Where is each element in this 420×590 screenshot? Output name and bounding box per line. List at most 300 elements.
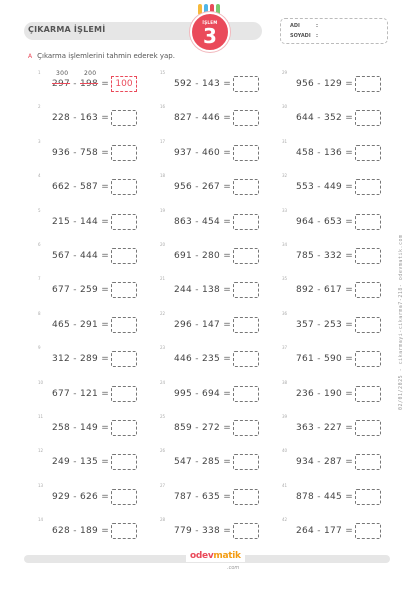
minus-sign: - (195, 182, 199, 193)
problem-row (160, 414, 275, 448)
problem-number: 20 (160, 241, 166, 247)
answer-box[interactable] (111, 214, 137, 230)
equals-sign: = (223, 147, 232, 158)
answer-box[interactable] (111, 489, 137, 505)
minus-sign: - (73, 79, 77, 89)
answer-box[interactable] (233, 214, 259, 230)
minus-sign: - (195, 354, 199, 365)
problem-number: 42 (282, 517, 288, 523)
page-title: ÇIKARMA İŞLEMİ (28, 25, 106, 34)
subtrahend: 444 (80, 250, 99, 261)
subtrahend: 163 (80, 113, 99, 124)
subtrahend: 460 (202, 147, 221, 158)
problem-number: 26 (160, 448, 166, 454)
problem-equation (174, 148, 231, 158)
answer-box[interactable] (355, 248, 381, 264)
minuend: 296 (174, 319, 193, 330)
problem-equation (296, 492, 353, 502)
answer-box[interactable] (233, 282, 259, 298)
answer-box[interactable] (111, 351, 137, 367)
problem-row (282, 483, 397, 517)
problem-row (160, 104, 275, 138)
problem-row (160, 448, 275, 482)
problem-number: 18 (160, 173, 166, 179)
minuend: 779 (174, 526, 193, 537)
problem-number: 7 (38, 276, 41, 282)
problem-row (38, 311, 153, 345)
answer-box[interactable] (111, 110, 137, 126)
minus-sign: - (195, 285, 199, 296)
badge-circle (190, 12, 230, 52)
answer-box[interactable] (355, 76, 381, 92)
answer-box[interactable] (355, 282, 381, 298)
problem-row (38, 104, 153, 138)
problem-equation (174, 251, 231, 261)
subtrahend: 332 (324, 250, 343, 261)
subtrahend: 280 (202, 250, 221, 261)
minus-sign: - (195, 526, 199, 537)
name-row (290, 23, 318, 29)
equals-sign: = (223, 182, 232, 193)
answer-box[interactable] (111, 386, 137, 402)
problem-equation (174, 457, 231, 467)
problem-row (38, 208, 153, 242)
equals-sign: = (223, 79, 232, 89)
equals-sign: = (223, 216, 232, 227)
subtrahend: 129 (324, 79, 343, 89)
problem-row (282, 104, 397, 138)
problem-number: 28 (160, 517, 166, 523)
minuend: 567 (52, 250, 71, 261)
problem-number: 40 (282, 448, 288, 454)
minus-sign: - (195, 79, 199, 89)
equals-sign: = (101, 79, 110, 89)
equals-sign: = (345, 526, 354, 537)
name-box[interactable] (280, 18, 388, 44)
minuend: 827 (174, 113, 193, 124)
answer-box[interactable] (111, 420, 137, 436)
subtrahend: 338 (202, 526, 221, 537)
problem-equation (52, 354, 109, 364)
minuend: 357 (296, 319, 315, 330)
answer-box[interactable] (233, 110, 259, 126)
answer-box[interactable] (233, 317, 259, 333)
equals-sign: = (345, 457, 354, 468)
equals-sign: = (223, 250, 232, 261)
minus-sign: - (317, 285, 321, 296)
problem-number: 29 (282, 70, 288, 75)
minuend: 215 (52, 216, 71, 227)
name-colon: : (316, 23, 318, 29)
equals-sign: = (223, 285, 232, 296)
subtrahend: 235 (202, 354, 221, 365)
equals-sign: = (223, 457, 232, 468)
problem-equation (52, 182, 109, 192)
minus-sign: - (317, 182, 321, 193)
minus-sign: - (195, 216, 199, 227)
equals-sign: = (345, 250, 354, 261)
subtrahend: 121 (80, 388, 99, 399)
badge-number: 3 (203, 24, 217, 48)
problem-number: 8 (38, 310, 41, 316)
side-watermark-text: 02/01/2025 - cikarmayi-cikarma7-218- odevmatik.com (398, 234, 404, 410)
problem-number: 2 (38, 104, 41, 110)
problem-number: 24 (160, 379, 166, 385)
minuend: 677 (52, 285, 71, 296)
minus-sign: - (317, 147, 321, 158)
answer-box[interactable] (111, 523, 137, 539)
answer-box[interactable] (233, 454, 259, 470)
minus-sign: - (73, 285, 77, 296)
problem-number: 1 (38, 70, 41, 75)
example-answer-box: 100 (111, 76, 137, 92)
answer-box[interactable] (233, 386, 259, 402)
name-label: ADI (290, 23, 300, 29)
problem-row (160, 311, 275, 345)
problem-row (282, 517, 397, 551)
minus-sign: - (317, 250, 321, 261)
answer-box[interactable] (355, 214, 381, 230)
subtrahend: 626 (80, 491, 99, 502)
minus-sign: - (317, 79, 321, 89)
equals-sign: = (101, 388, 110, 399)
equals-sign: = (345, 354, 354, 365)
equals-sign: = (345, 147, 354, 158)
footer-logo (186, 550, 245, 562)
minus-sign: - (73, 457, 77, 468)
problem-equation (296, 354, 353, 364)
problem-number: 14 (38, 517, 44, 523)
problem-number: 30 (282, 104, 288, 110)
problem-equation (174, 526, 231, 536)
problem-row (282, 208, 397, 242)
answer-box[interactable] (355, 145, 381, 161)
answer-box[interactable] (355, 420, 381, 436)
column-3 (282, 70, 397, 551)
answer-box[interactable] (355, 489, 381, 505)
problem-row (282, 380, 397, 414)
problem-equation (174, 492, 231, 502)
problem-equation (52, 320, 109, 330)
problem-equation (52, 113, 109, 123)
surname-row (290, 33, 318, 39)
problem-equation (174, 217, 231, 227)
example-problem (38, 70, 153, 104)
equals-sign: = (345, 491, 354, 502)
minus-sign: - (317, 319, 321, 330)
minuend: 787 (174, 491, 193, 502)
problem-row (282, 345, 397, 379)
subtrahend: 253 (324, 319, 343, 330)
answer-box[interactable] (233, 420, 259, 436)
problem-equation (296, 423, 353, 433)
equals-sign: = (101, 285, 110, 296)
equals-sign: = (101, 147, 110, 158)
problem-number: 37 (282, 345, 288, 351)
minus-sign: - (317, 526, 321, 537)
problem-equation (52, 457, 109, 467)
column-2 (160, 70, 275, 551)
minuend: 929 (52, 491, 71, 502)
problem-number: 31 (282, 138, 288, 144)
minus-sign: - (317, 388, 321, 399)
equals-sign: = (101, 457, 110, 468)
problem-equation (52, 217, 109, 227)
example-b: 198 (80, 79, 99, 89)
problem-equation (296, 182, 353, 192)
problem-row (38, 139, 153, 173)
minus-sign: - (195, 319, 199, 330)
instruction-marker: A (28, 53, 33, 60)
minuend: 892 (296, 285, 315, 296)
minuend: 691 (174, 250, 193, 261)
subtrahend: 189 (80, 526, 99, 537)
answer-box[interactable] (111, 145, 137, 161)
subtrahend: 617 (324, 285, 343, 296)
subtrahend: 454 (202, 216, 221, 227)
problem-row (38, 276, 153, 310)
subtrahend: 285 (202, 457, 221, 468)
equals-sign: = (223, 319, 232, 330)
problem-row (160, 380, 275, 414)
subtrahend: 135 (80, 457, 99, 468)
problem-equation (296, 526, 353, 536)
problem-row (160, 242, 275, 276)
problem-row (160, 70, 275, 104)
problem-equation (296, 113, 353, 123)
equals-sign: = (345, 422, 354, 433)
equals-sign: = (101, 250, 110, 261)
equals-sign: = (101, 491, 110, 502)
subtrahend: 177 (324, 526, 343, 537)
minus-sign: - (317, 422, 321, 433)
problem-number: 41 (282, 482, 288, 488)
minus-sign: - (195, 113, 199, 124)
subtrahend: 587 (80, 182, 99, 193)
minuend: 662 (52, 182, 71, 193)
minuend: 446 (174, 354, 193, 365)
problem-equation (52, 148, 109, 158)
answer-box[interactable] (355, 110, 381, 126)
problem-row (160, 208, 275, 242)
minus-sign: - (73, 526, 77, 537)
minuend: 553 (296, 182, 315, 193)
subtrahend: 289 (80, 354, 99, 365)
minus-sign: - (73, 113, 77, 124)
problem-row (38, 173, 153, 207)
minuend: 934 (296, 457, 315, 468)
subtrahend: 352 (324, 113, 343, 124)
example-equation (52, 70, 110, 89)
problem-equation (52, 251, 109, 261)
minus-sign: - (317, 457, 321, 468)
minuend: 312 (52, 354, 71, 365)
equals-sign: = (101, 526, 110, 537)
minuend: 956 (174, 182, 193, 193)
problem-equation (52, 526, 109, 536)
minus-sign: - (73, 216, 77, 227)
minuend: 785 (296, 250, 315, 261)
minuend: 628 (52, 526, 71, 537)
answer-box[interactable] (233, 489, 259, 505)
subtrahend: 446 (202, 113, 221, 124)
problem-row (38, 242, 153, 276)
minus-sign: - (195, 457, 199, 468)
problem-number: 25 (160, 413, 166, 419)
problem-row (160, 173, 275, 207)
problem-number: 10 (38, 379, 44, 385)
worksheet-badge (186, 4, 234, 60)
problem-number: 15 (160, 70, 166, 75)
problem-equation (174, 423, 231, 433)
minuend: 363 (296, 422, 315, 433)
minuend: 937 (174, 147, 193, 158)
subtrahend: 147 (202, 319, 221, 330)
problem-number: 33 (282, 207, 288, 213)
example-a: 297 (52, 79, 71, 89)
subtrahend: 291 (80, 319, 99, 330)
minuend: 458 (296, 147, 315, 158)
minuend: 592 (174, 79, 193, 89)
subtrahend: 449 (324, 182, 343, 193)
minus-sign: - (317, 113, 321, 124)
equals-sign: = (101, 182, 110, 193)
answer-box[interactable] (111, 454, 137, 470)
problem-number: 3 (38, 138, 41, 144)
subtrahend: 259 (80, 285, 99, 296)
answer-box[interactable] (233, 145, 259, 161)
problem-number: 23 (160, 345, 166, 351)
minuend: 644 (296, 113, 315, 124)
problem-number: 35 (282, 276, 288, 282)
problem-number: 6 (38, 241, 41, 247)
column-1 (38, 70, 153, 551)
subtrahend: 144 (80, 216, 99, 227)
subtrahend: 272 (202, 422, 221, 433)
problem-row (282, 242, 397, 276)
problem-number: 38 (282, 379, 288, 385)
minus-sign: - (73, 388, 77, 399)
minus-sign: - (195, 250, 199, 261)
minus-sign: - (73, 182, 77, 193)
minus-sign: - (73, 250, 77, 261)
minus-sign: - (195, 422, 199, 433)
answer-box[interactable] (355, 317, 381, 333)
subtrahend: 138 (202, 285, 221, 296)
answer-box[interactable] (233, 76, 259, 92)
problem-row (160, 483, 275, 517)
problem-number: 9 (38, 345, 41, 351)
subtrahend: 149 (80, 422, 99, 433)
minus-sign: - (317, 354, 321, 365)
minuend: 761 (296, 354, 315, 365)
badge-label: İŞLEM (202, 20, 218, 25)
problem-row (282, 173, 397, 207)
answer-box[interactable] (355, 454, 381, 470)
problem-row (282, 70, 397, 104)
problem-row (38, 448, 153, 482)
problem-number: 16 (160, 104, 166, 110)
problem-row (160, 345, 275, 379)
minuend: 228 (52, 113, 71, 124)
problem-number: 4 (38, 173, 41, 179)
problem-number: 36 (282, 310, 288, 316)
problem-equation (52, 389, 109, 399)
minus-sign: - (195, 147, 199, 158)
minus-sign: - (195, 491, 199, 502)
minuend: 863 (174, 216, 193, 227)
subtrahend: 445 (324, 491, 343, 502)
equals-sign: = (345, 79, 354, 89)
problem-row (160, 139, 275, 173)
equals-sign: = (223, 388, 232, 399)
answer-box[interactable] (355, 523, 381, 539)
subtrahend: 635 (202, 491, 221, 502)
answer-box[interactable] (233, 248, 259, 264)
problem-row (160, 517, 275, 551)
equals-sign: = (345, 113, 354, 124)
minus-sign: - (73, 319, 77, 330)
problem-row (282, 311, 397, 345)
problem-number: 12 (38, 448, 44, 454)
answer-box[interactable] (233, 523, 259, 539)
answer-box[interactable] (111, 248, 137, 264)
answer-box[interactable] (355, 351, 381, 367)
minus-sign: - (73, 422, 77, 433)
minuend: 964 (296, 216, 315, 227)
minuend: 995 (174, 388, 193, 399)
equals-sign: = (345, 182, 354, 193)
problem-equation (174, 285, 231, 295)
equals-sign: = (223, 354, 232, 365)
answer-box[interactable] (111, 179, 137, 195)
answer-box[interactable] (355, 386, 381, 402)
answer-box[interactable] (111, 317, 137, 333)
logo-part-1: odev (190, 551, 214, 561)
subtrahend: 227 (324, 422, 343, 433)
surname-colon: : (316, 33, 318, 39)
subtrahend: 143 (202, 79, 221, 89)
minuend: 936 (52, 147, 71, 158)
answer-box[interactable] (233, 351, 259, 367)
answer-box[interactable] (233, 179, 259, 195)
problem-number: 21 (160, 276, 166, 282)
problem-number: 39 (282, 413, 288, 419)
problem-row (282, 276, 397, 310)
problem-equation (296, 148, 353, 158)
problem-number: 22 (160, 310, 166, 316)
problem-row (38, 414, 153, 448)
problem-row (38, 380, 153, 414)
problem-equation (296, 285, 353, 295)
answer-box[interactable] (111, 282, 137, 298)
problem-row (282, 414, 397, 448)
footer-domain: .com (227, 565, 240, 571)
example-a-rounded: 300 (56, 70, 69, 77)
problem-equation (174, 354, 231, 364)
instruction (28, 52, 175, 60)
answer-box[interactable] (355, 179, 381, 195)
minuend: 264 (296, 526, 315, 537)
instruction-text: Çıkarma işlemlerini tahmin ederek yap. (37, 52, 175, 60)
minus-sign: - (73, 147, 77, 158)
problem-equation (296, 389, 353, 399)
problem-row (38, 517, 153, 551)
minus-sign: - (195, 388, 199, 399)
minuend: 677 (52, 388, 71, 399)
problem-number: 17 (160, 138, 166, 144)
logo-part-2: matik (213, 551, 241, 561)
